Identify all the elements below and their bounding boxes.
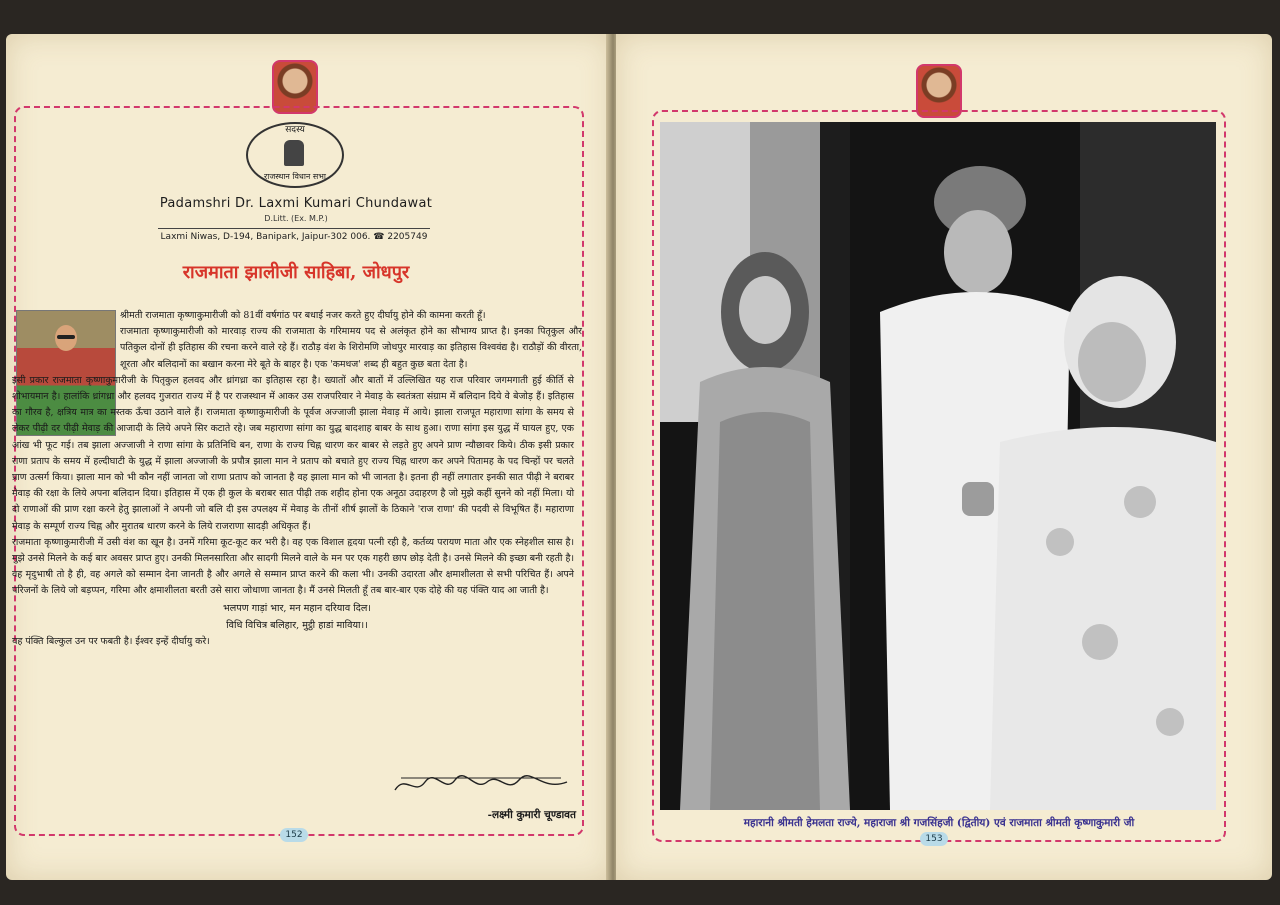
left-page	[6, 34, 612, 880]
article-title: राजमाता झालीजी साहिबा, जोधपुर	[182, 262, 410, 283]
paragraph: इसी प्रकार राजमाता कृष्णाकुमारीजी के पितृकुल हलवद और ध्रांगध्रा का इतिहास रहा है। ख्यातों और बातों में उल्लिखित यह राज परिवार जगमगाती हुई कीर्ति से शोभायमान है। हालांकि ध्रांगध्रा और हलवद गुजरात राज्य में है पर राजस्थान में आकर उस राजपरिवार ने मेवाड़ के स्वतंत्रता संग्राम में बलिदान दिये वे बेजोड़ हैं। इतिहास का गौरव है, क्षत्रिय मात्र का मस्तक ऊँचा उठाने वाले हैं। राजमाता कृष्णाकुमारीजी के पूर्वज अज्जाजी झाला मेवाड़ में आये। झाला राजपूत महाराणा सांगा के समय से लेकर पीढ़ी दर पीढ़ी मेवाड़ की आजादी के लिये अपने सिर कटाते रहे। जब महाराणा सांगा का युद्ध बादशाह बाबर के साथ हुआ। राणा सांगा इस युद्ध में घायल हुए, एक आंख भी फूट गई। तब झाला अज्जाजी ने राणा सांगा के प्रतिनिधि बन, राणा के राज्य चिह्न धारण कर बाबर से लड़ते हुए अपने प्राण न्यौछावर किये। ठीक इसी प्रकार राणा प्रताप के समय में हल्दीघाटी के युद्ध में झाला अज्जाजी के प्रपौत्र झाला मान ने प्रताप को बचाते हुए राज्य चिह्न धारण कर अपने पितामह के पद चिन्हों पर चलते प्राण उत्सर्ग किया। झाला मान को भी कौन नहीं जानता जो राणा प्रताप को जानता है वह झाला मान को भी जानता है। इतना ही नहीं लगातार इनकी सात पीढ़ी ने बराबर मेवाड़ की रक्षा के लिये अपना बलिदान दिया। इतिहास में एक ही कुल के बराबर सात पीढ़ी तक शहीद होना एक अनूठा उदाहरण है जो मुझे कहीं सुनने को नहीं मिला। यो दो राणाओं की प्राण रक्षा करने हेतु झालाओं ने अपनी जो बलि दी इस उपलक्ष्य में मेवाड़ के तीनों शीर्ष झालों के ठिकाने 'राज राणा' की पदवी से विभूषित हैं। महाराणा मेवाड़ के सम्पूर्ण राज्य चिह्न और मुरातब धारण करने के लिये राजराणा सादड़ी अधिकृत हैं।	[12, 374, 574, 532]
emblem-bottom-text: राजस्थान विधान सभा	[264, 172, 326, 181]
letterhead-divider	[158, 228, 430, 229]
couplet-line: भलपण गाड़ां भार, मन महान दरियाव दिल।	[223, 602, 371, 614]
emblem-top-text: सदस्य	[285, 125, 305, 135]
right-page	[616, 34, 1272, 880]
handwritten-signature	[391, 770, 571, 800]
photo-caption: महारानी श्रीमती हेमलता राज्ये, महाराजा श्री गजसिंहजी (द्वितीय) एवं राजमाता श्रीमती कृष्णाकुमारी जी	[743, 817, 1135, 829]
letterhead-name: Padamshri Dr. Laxmi Kumari Chundawat	[159, 196, 433, 211]
page-number: 153	[920, 832, 948, 846]
couplet-line: विधि विचित्र बलिहार, मुट्ठी हाडां माविया।।	[226, 619, 368, 631]
lion-capital-icon	[284, 140, 304, 166]
article-body	[12, 308, 582, 650]
paragraph: राजमाता कृष्णाकुमारीजी में उसी वंश का खून है। उनमें गरिमा कूट-कूट कर भरी है। वह एक विशाल हृदया पत्नी रही है, कर्तव्य परायण माता और एक स्नेहशील सास है। मुझे उनसे मिलने के कई बार अवसर प्राप्त हुए। उनकी मिलनसारिता और सादगी मिलने वाले के मन पर एक गहरी छाप छोड़ देती है। उनसे मिलने की इच्छा बनी रहती है। वह मृदुभाषी तो है ही, वह अगले को सम्मान देना जानती है और अगले से सम्मान प्राप्त करने की कला भी। उनकी उदारता और क्षमाशीलता से सभी परिचित हैं। अपने परिजनों के लिये जो बड़प्पन, गरिमा और क्षमाशीलता बरती उसे सारा जोधाणा जानता है। मैं उनसे मिलती हूँ तब बार-बार एक दोहे की यह पंक्ति याद आ जाती है।	[12, 536, 574, 597]
family-photograph	[660, 122, 1216, 810]
page-number: 152	[280, 828, 308, 842]
closing-line: यह पंक्ति बिल्कुल उन पर फबती है। ईश्वर इन्हें दीर्घायु करे।	[12, 635, 210, 647]
letterhead-address: Laxmi Niwas, D-194, Banipark, Jaipur-302 006. ☎ 2205749	[160, 232, 428, 242]
paragraph: राजमाता कृष्णाकुमारीजी को मारवाड़ राज्य की राजमाता के गरिमामय पद से अलंकृत होने का सौभाग्य प्राप्त है। इनका पितृकुल और पतिकुल दोनों ही इतिहास की रचना करने वाले रहे हैं। राठौड़ वंश के शिरोमणि जोधपुर मारवाड़ का इतिहास विश्ववंद्य है। राठौड़ों की वीरता, शूरता और बलिदानों का बखान करना मेरे बूते के बाहर है। एक 'कमधज' शब्द ही बहुत कुछ बता देता है।	[120, 326, 582, 370]
signature-name: -लक्ष्मी कुमारी चूण्डावत	[487, 809, 576, 821]
letterhead-degrees: D.Litt. (Ex. M.P.)	[264, 214, 328, 223]
assembly-emblem	[246, 122, 344, 188]
paragraph: श्रीमती राजमाता कृष्णाकुमारीजी को 81वीं वर्षगांठ पर बधाई नजर करते हुए दीर्घायु होने की कामना करती हूँ।	[120, 310, 486, 321]
